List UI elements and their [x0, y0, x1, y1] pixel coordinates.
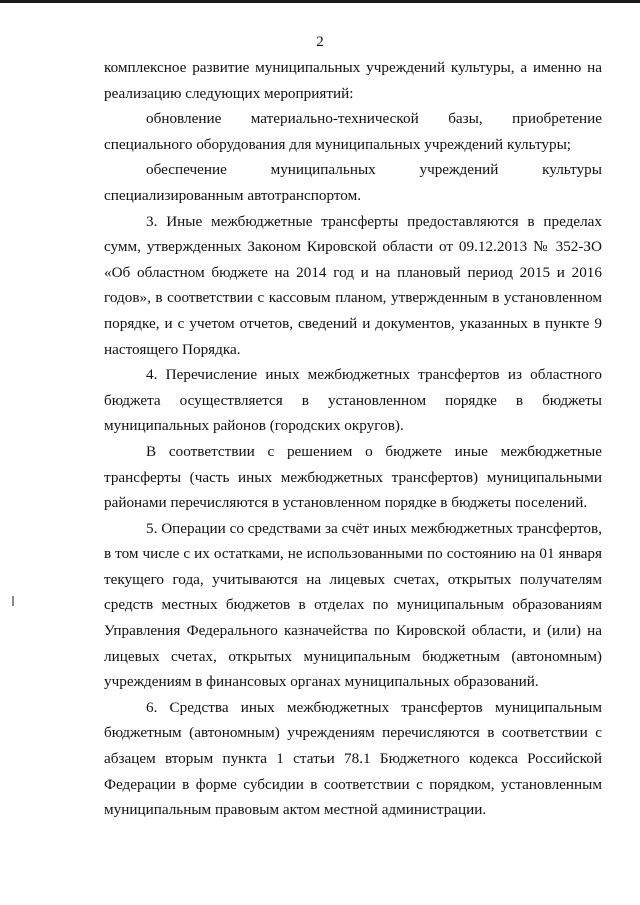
- paragraph-clause-3: 3. Иные межбюджетные трансферты предоставляются в пределах сумм, утвержденных Законом Кировской области от 09.12.2013 № 352-ЗО «Об областном бюджете на 2014 год и на плановый период 2015 и 2016 годов», в соответствии с кассовым планом, утвержденным в установленном порядке, и с учетом отчетов, сведений и документов, указанных в пункте 9 настоящего Порядка.: [104, 212, 602, 358]
- paragraph-line: комплексное развитие муниципальных учреждений культуры, а именно на: [104, 59, 602, 76]
- paragraph-list-item-transport: [104, 157, 602, 208]
- paragraph-line: специализированным автотранспортом.: [104, 186, 361, 204]
- page-number: 2: [316, 34, 324, 50]
- paragraph-continuation: [104, 55, 602, 106]
- document-body: [104, 55, 602, 823]
- paragraph-clause-4: 4. Перечисление иных межбюджетных трансфертов из областного бюджета осуществляется в установленном порядке в бюджеты муниципальных районов (городских округов).: [104, 366, 602, 435]
- scan-top-edge: [0, 0, 640, 3]
- paragraph-clause-5: 5. Операции со средствами за счёт иных межбюджетных трансфертов, в том числе с их остатками, не использованными по состоянию на 01 января текущего года, учитываются на лицевых счетах, открытых получателям средств местных бюджетов в отделах по муниципальным образованиям Управления Федерального казначейства по Кировской области, и (или) на лицевых счетах, открытых муниципальным бюджетным (автономным) учреждениям в финансовых органах муниципальных образований.: [104, 519, 602, 691]
- paragraph-line: реализацию следующих мероприятий:: [104, 84, 354, 102]
- scan-mark: [12, 596, 14, 606]
- paragraph-clause-4-budget-decision: В соответствии с решением о бюджете иные межбюджетные трансферты (часть иных межбюджетных трансфертов) муниципальными районами перечисляются в установленном порядке в бюджеты поселений.: [104, 442, 602, 512]
- paragraph-line: обеспечение муниципальных учреждений культуры: [146, 161, 602, 179]
- paragraph-clause-6: 6. Средства иных межбюджетных трансфертов муниципальным бюджетным (автономным) учреждениям перечисляются в соответствии с абзацем вторым пункта 1 статьи 78.1 Бюджетного кодекса Российской Федерации в форме субсидии в соответствии с порядком, установленным муниципальным правовым актом местной администрации.: [104, 698, 602, 819]
- paragraph-list-item-equipment: обновление материально-технической базы, приобретение специального оборудования для муниципальных учреждений культуры;: [104, 110, 602, 153]
